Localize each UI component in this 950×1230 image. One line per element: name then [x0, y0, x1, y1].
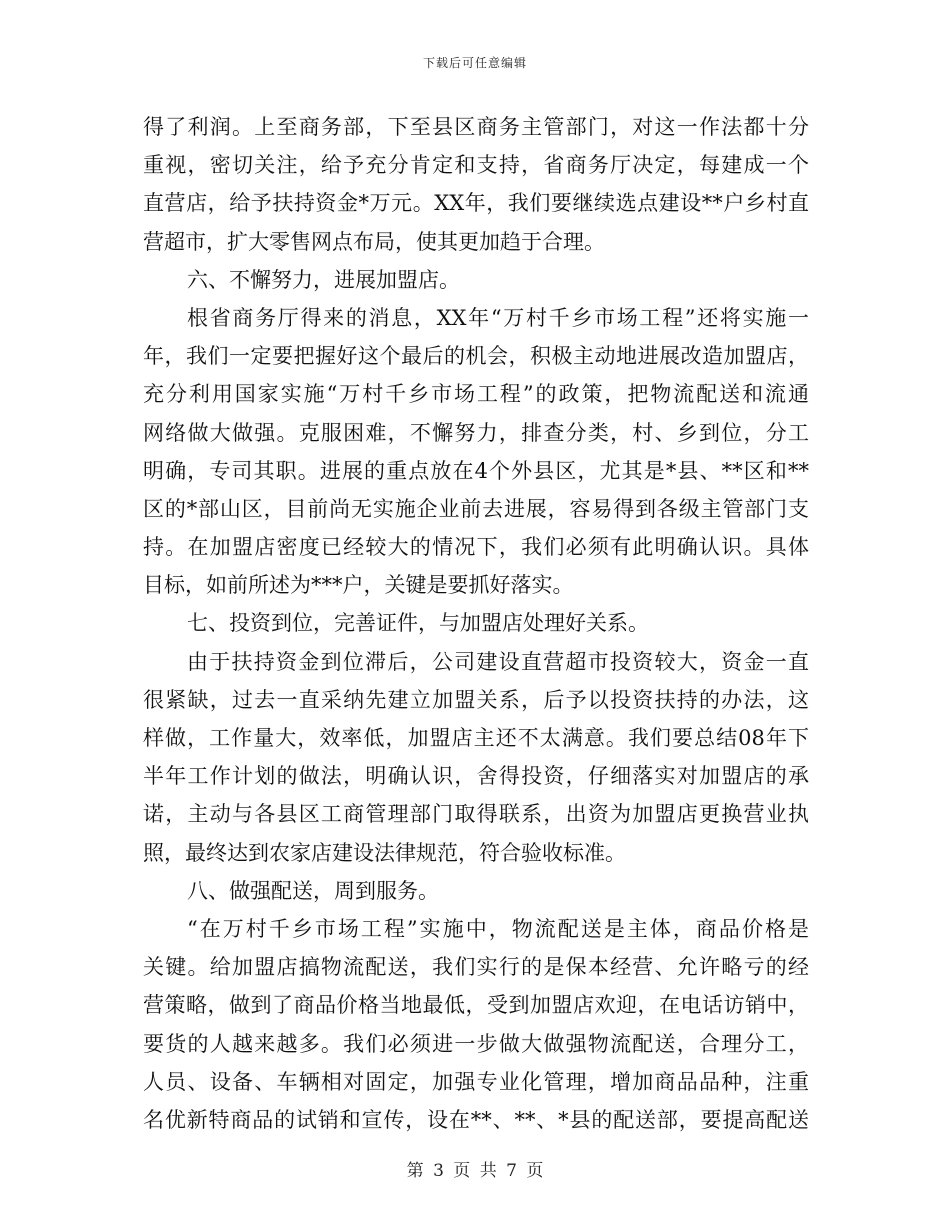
text-line: 六、不懈努力，进展加盟店。 [187, 267, 460, 292]
text-line: 半年工作计划的做法，明确认识，舍得投资，仔细落实对加盟店的承 [143, 764, 809, 789]
text-line: 关键。给加盟店搞物流配送，我们实行的是保本经营、允许略亏的经 [143, 955, 809, 980]
document-body [143, 108, 809, 1139]
text-line: 人员、设备、车辆相对固定，加强专业化管理，增加商品品种，注重 [143, 1069, 809, 1094]
text-line: 网络做大做强。克服困难，不懈努力，排查分类，村、乡到位，分工 [143, 420, 809, 445]
text-line: 目标，如前所述为***户，关键是要抓好落实。 [143, 573, 574, 598]
text-line: 样做，工作量大，效率低，加盟店主还不太满意。我们要总结08年下 [143, 726, 809, 750]
text-line: 年，我们一定要把握好这个最后的机会，积极主动地进展改造加盟店， [143, 344, 809, 369]
text-line: 根省商务厅得来的消息，XX年“万村千乡市场工程”还将实施一 [187, 305, 809, 330]
page-number: 第 3 页 共 7 页 [406, 1161, 544, 1181]
text-line: 得了利润。上至商务部，下至县区商务主管部门，对这一作法都十分 [143, 115, 809, 139]
text-line: 照，最终达到农家店建设法律规范，符合验收标准。 [143, 840, 626, 865]
text-line: 直营店，给予扶持资金*万元。XX年，我们要继续选点建设**户乡村直 [143, 191, 809, 216]
text-line: 区的*部山区，目前尚无实施企业前去进展，容易得到各级主管部门支 [143, 496, 809, 521]
text-line: “在万村千乡市场工程”实施中，物流配送是主体，商品价格是 [187, 916, 809, 941]
text-line: 营策略，做到了商品价格当地最低，受到加盟店欢迎，在电话访销中， [143, 993, 809, 1018]
page-header-note: 下载后可任意编辑 [422, 56, 527, 70]
text-line: 明确，专司其职。进展的重点放在4个外县区，尤其是*县、**区和** [143, 458, 809, 483]
text-line: 要货的人越来越多。我们必须进一步做大做强物流配送，合理分工， [143, 1031, 809, 1056]
text-line: 由于扶持资金到位滞后，公司建设直营超市投资较大，资金一直 [187, 649, 809, 674]
text-line: 诺，主动与各县区工商管理部门取得联系，出资为加盟店更换营业执 [143, 802, 809, 827]
text-line: 七、投资到位，完善证件，与加盟店处理好关系。 [187, 611, 649, 636]
text-line: 充分利用国家实施“万村千乡市场工程”的政策，把物流配送和流通 [143, 382, 809, 407]
text-line: 八、做强配送，周到服务。 [187, 878, 439, 903]
text-line: 重视，密切关注，给予充分肯定和支持，省商务厅决定，每建成一个 [143, 153, 809, 178]
text-line: 名优新特商品的试销和宣传，设在**、**、*县的配送部，要提高配送 [143, 1107, 809, 1132]
text-line: 营超市，扩大零售网点布局，使其更加趋于合理。 [143, 229, 605, 254]
text-line: 持。在加盟店密度已经较大的情况下，我们必须有此明确认识。具体 [143, 535, 809, 560]
text-line: 很紧缺，过去一直采纳先建立加盟关系，后予以投资扶持的办法，这 [143, 687, 809, 712]
